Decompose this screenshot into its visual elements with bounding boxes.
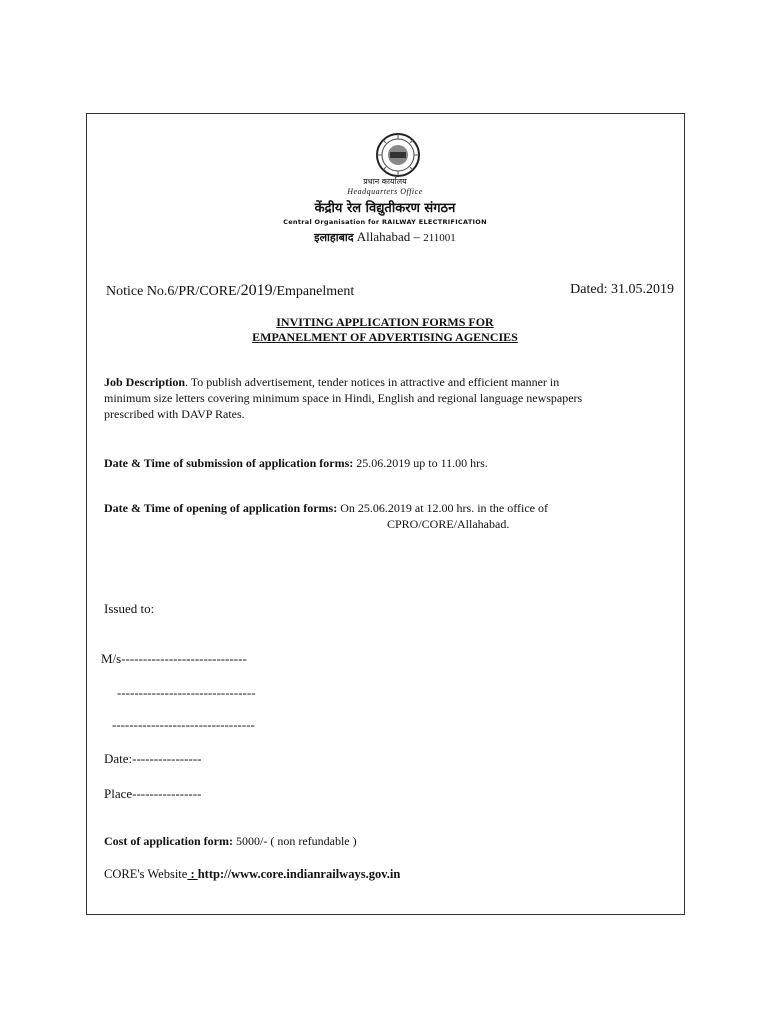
heading-line-2: EMPANELMENT OF ADVERTISING AGENCIES (252, 330, 518, 344)
english-org-title: Central Organisation for RAILWAY ELECTRIFICATION (283, 218, 487, 226)
hindi-city: इलाहाबाद (314, 231, 354, 244)
notice-year: 2019 (240, 282, 273, 299)
ms-line: M/s----------------------------- (101, 651, 247, 666)
heading-line-1: INVITING APPLICATION FORMS FOR (276, 315, 494, 329)
job-description-text-1: . To publish advertisement, tender notices in attractive and efficient manner in (185, 375, 560, 389)
notice-suffix: /Empanelment (272, 284, 355, 299)
website-label: CORE's Website (104, 867, 188, 881)
date-line: Date:---------------- (104, 751, 202, 766)
notice-prefix: Notice No.6/PR/CORE/ (106, 284, 241, 299)
job-description-label: Job Description (104, 375, 185, 389)
submission-value: 25.06.2019 up to 11.00 hrs. (353, 456, 488, 470)
railway-emblem-icon (374, 131, 422, 179)
hindi-office-label: प्रधान कार्यालय (363, 177, 407, 186)
cost-label: Cost of application form: (104, 834, 233, 848)
opening-label: Date & Time of opening of application forms: (104, 501, 338, 515)
cost-value: 5000/- ( non refundable ) (233, 834, 357, 848)
notice-date: Dated: 31.05.2019 (570, 282, 674, 297)
address-line-2: -------------------------------- (117, 685, 256, 700)
opening-value-2: CPRO/CORE/Allahabad. (387, 517, 510, 531)
submission-line (104, 456, 488, 471)
place-line: Place---------------- (104, 786, 202, 801)
city-name: Allahabad – (356, 229, 420, 244)
city-line (0, 229, 770, 245)
opening-value-1: On 25.06.2019 at 12.00 hrs. in the office of (337, 501, 548, 515)
website-line (104, 867, 400, 882)
opening-line (104, 501, 548, 516)
submission-label: Date & Time of submission of application forms: (104, 456, 354, 470)
website-link[interactable]: http://www.core.indianrailways.gov.in (197, 867, 401, 881)
notice-number (106, 282, 354, 300)
cost-line (104, 834, 357, 849)
job-description-line-3: prescribed with DAVP Rates. (104, 407, 245, 421)
website-separator: : (187, 867, 198, 881)
job-description-line-1 (104, 375, 559, 390)
hindi-org-title: केंद्रीय रेल विद्युतीकरण संगठन (314, 201, 456, 216)
headquarters-label: Headquarters Office (347, 187, 423, 196)
issued-to-label: Issued to: (104, 601, 155, 616)
pin-code: 211001 (423, 232, 456, 244)
address-line-3: --------------------------------- (112, 717, 255, 732)
job-description-line-2: minimum size letters covering minimum space in Hindi, English and regional language newspapers (104, 391, 583, 405)
